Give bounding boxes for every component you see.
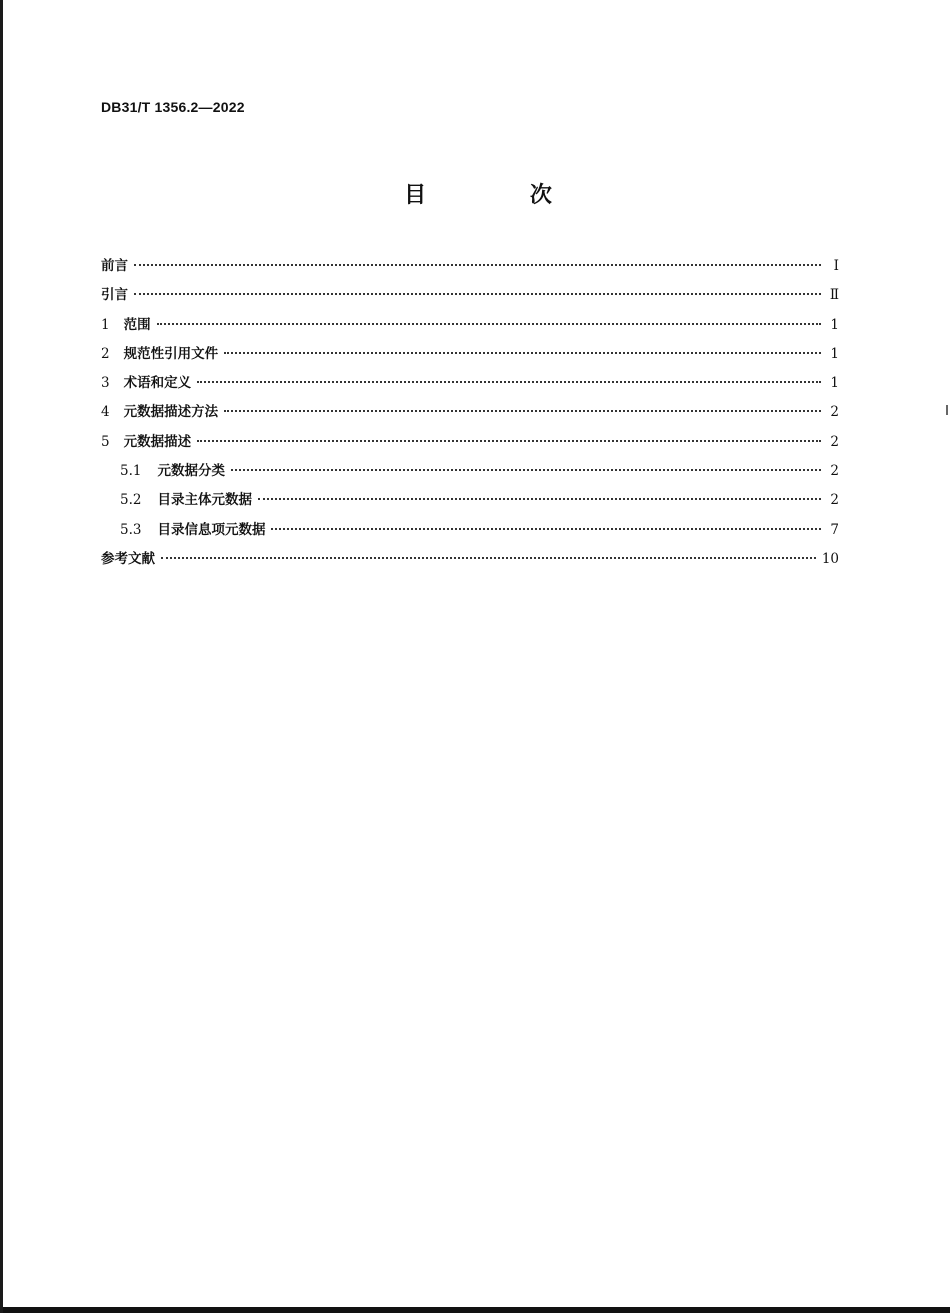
- toc-entry-metadata-description[interactable]: [101, 430, 839, 459]
- toc-entry-normative-references[interactable]: [101, 342, 839, 371]
- toc-entry-bibliography[interactable]: [101, 547, 839, 576]
- toc-entry-metadata-classification[interactable]: [101, 459, 839, 488]
- toc-leader-dots: [271, 528, 821, 530]
- toc-list: [101, 254, 839, 576]
- toc-entry-page: Ⅱ: [829, 287, 839, 304]
- scan-artifact-mark: [946, 405, 948, 415]
- toc-entry-page: 1: [830, 375, 839, 392]
- toc-entry-page: 1: [830, 316, 839, 333]
- toc-entry-label: 引言: [101, 287, 128, 304]
- toc-entry-label: 术语和定义: [123, 375, 192, 392]
- toc-entry-label: 元数据描述方法: [123, 404, 219, 421]
- toc-entry-number: 1: [101, 316, 110, 333]
- toc-entry-label: 范围: [123, 316, 151, 333]
- toc-leader-dots: [161, 557, 816, 559]
- toc-entry-number: 3: [101, 375, 110, 392]
- toc-entry-catalog-item-metadata[interactable]: [101, 518, 839, 547]
- toc-entry-page: 2: [830, 492, 839, 509]
- toc-entry-terms-definitions[interactable]: [101, 371, 839, 400]
- toc-entry-scope[interactable]: [101, 313, 839, 342]
- toc-entry-number: 5.2: [120, 492, 142, 509]
- toc-entry-label: 目录信息项元数据: [157, 521, 266, 538]
- toc-entry-label: 参考文献: [101, 550, 155, 567]
- page-bottom-border: [3, 1307, 950, 1313]
- toc-entry-catalog-subject-metadata[interactable]: [101, 488, 839, 517]
- toc-entry-number: 5: [101, 433, 110, 450]
- toc-entry-number: 5.1: [120, 463, 142, 480]
- toc-entry-page: 1: [830, 345, 839, 362]
- toc-leader-dots: [231, 469, 821, 471]
- toc-entry-label: 目录主体元数据: [157, 492, 252, 509]
- toc-leader-dots: [197, 381, 821, 383]
- toc-entry-label: 元数据分类: [157, 463, 225, 480]
- toc-leader-dots: [134, 264, 821, 266]
- toc-entry-label: 元数据描述: [123, 433, 192, 450]
- toc-entry-page: 2: [830, 404, 839, 421]
- toc-entry-page: 2: [830, 463, 839, 480]
- toc-entry-number: 5.3: [120, 521, 142, 538]
- toc-entry-number: 2: [101, 345, 110, 362]
- toc-entry-foreword[interactable]: [101, 254, 839, 283]
- toc-entry-page: Ⅰ: [833, 258, 839, 274]
- toc-entry-page: 10: [821, 550, 839, 567]
- toc-entry-introduction[interactable]: [101, 283, 839, 312]
- toc-title: 目 次: [404, 183, 600, 208]
- toc-entry-number: 4: [101, 404, 110, 421]
- toc-leader-dots: [157, 323, 821, 325]
- toc-entry-label: 前言: [101, 258, 128, 274]
- toc-leader-dots: [134, 293, 821, 295]
- toc-entry-page: 2: [830, 433, 839, 450]
- toc-entry-page: 7: [830, 521, 839, 538]
- toc-leader-dots: [258, 498, 821, 500]
- toc-entry-label: 规范性引用文件: [123, 345, 219, 362]
- toc-entry-metadata-method[interactable]: [101, 400, 839, 429]
- toc-leader-dots: [224, 410, 821, 412]
- toc-leader-dots: [197, 440, 821, 442]
- document-code: DB31/T 1356.2—2022: [101, 99, 245, 115]
- toc-leader-dots: [224, 352, 821, 354]
